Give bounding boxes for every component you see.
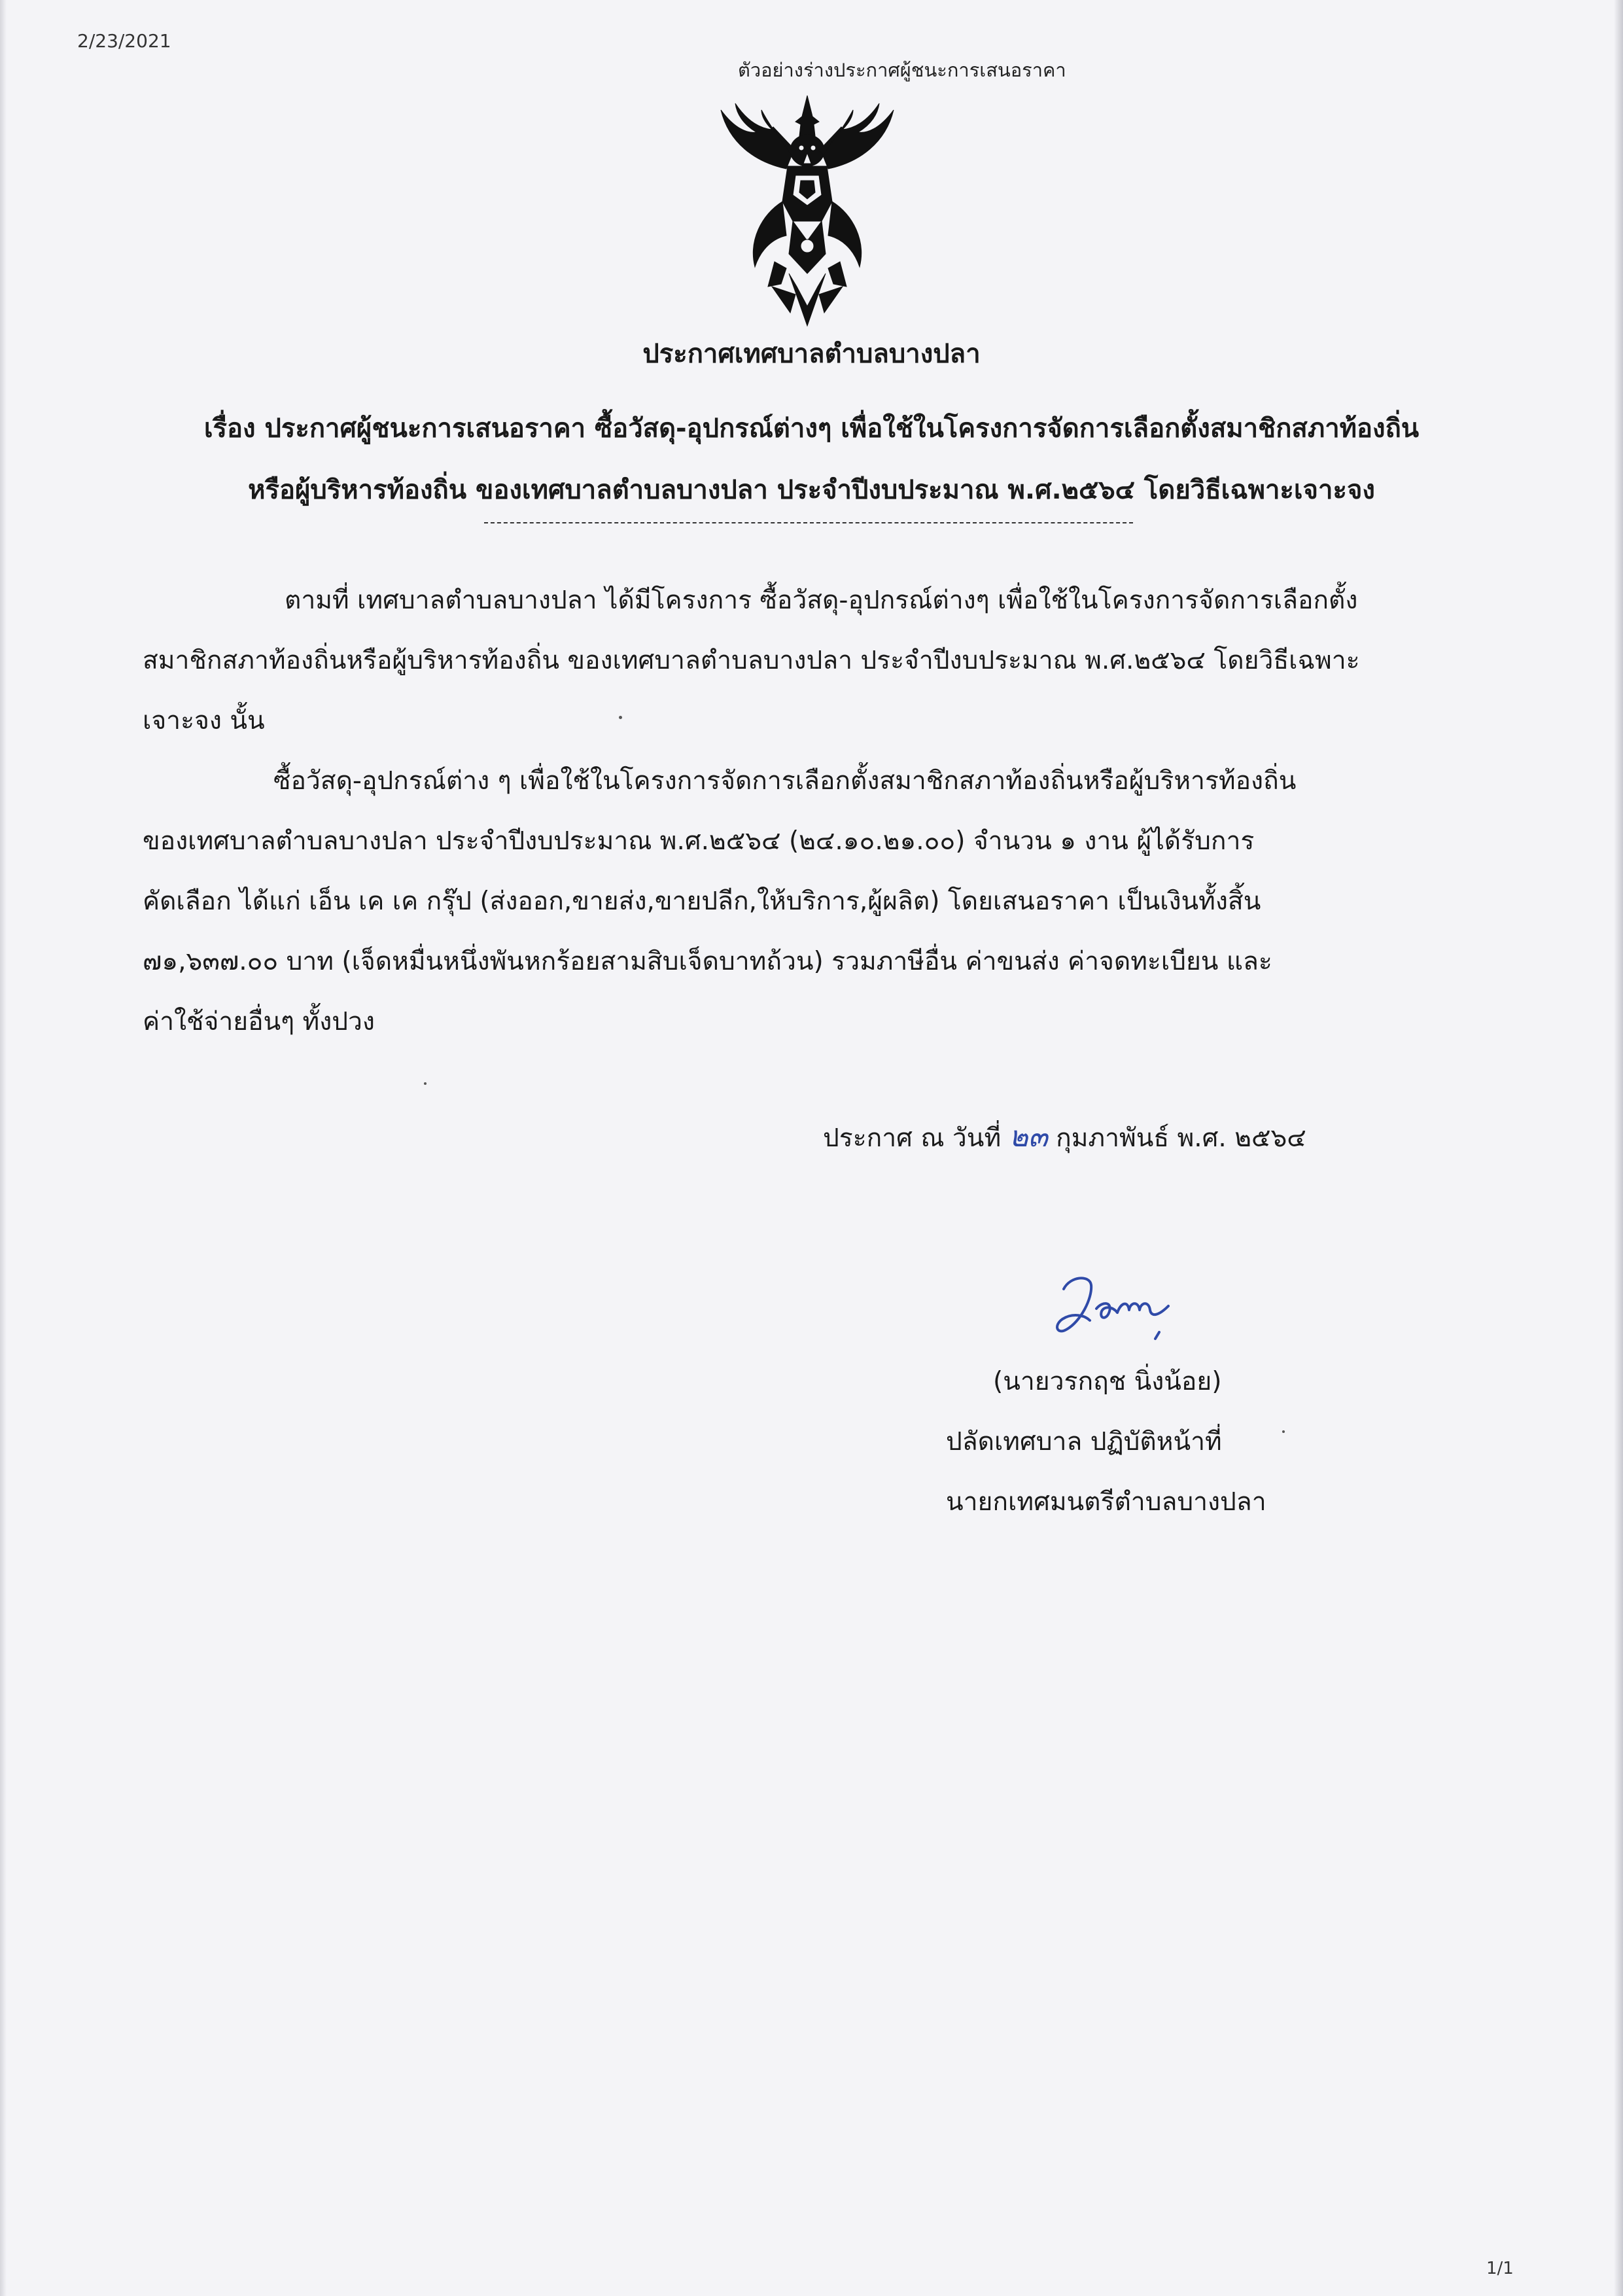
scan-speck [619, 716, 622, 719]
announcement-title: ประกาศเทศบาลตำบลบางปลา [642, 339, 981, 369]
paragraph2-line-3: คัดเลือก ได้แก่ เอ็น เค เค กรุ๊ป (ส่งออก,ขายส่ง,ขายปลีก,ให้บริการ,ผู้ผลิต) โดยเสนอราคา เป็นเงินทั้งสิ้น [143, 887, 1261, 916]
paragraph2-line-2: ของเทศบาลตำบลบางปลา ประจำปีงบประมาณ พ.ศ.๒๕๖๔ (๒๔.๑๐.๒๑.๐๐) จำนวน ๑ งาน ผู้ได้รับการ [143, 826, 1255, 856]
garuda-emblem-icon [709, 90, 905, 332]
scan-speck [424, 1082, 427, 1085]
dashed-divider [484, 522, 1133, 523]
paragraph2-line-5: ค่าใช้จ่ายอื่นๆ ทั้งปวง [143, 1007, 375, 1036]
paragraph2-line-1: ซื้อวัสดุ-อุปกรณ์ต่าง ๆ เพื่อใช้ในโครงการจัดการเลือกตั้งสมาชิกสภาท้องถิ่นหรือผู้บริหารท้องถิ่น [273, 766, 1297, 796]
signer-position-1: ปลัดเทศบาล ปฏิบัติหน้าที่ [946, 1427, 1222, 1457]
subject-line-1: เรื่อง ประกาศผู้ชนะการเสนอราคา ซื้อวัสดุ-อุปกรณ์ต่างๆ เพื่อใช้ในโครงการจัดการเลือกตั้งสมาชิกสภาท้องถิ่น [203, 414, 1420, 444]
scan-speck [1282, 1430, 1285, 1433]
paragraph1-line-3: เจาะจง นั้น [143, 706, 265, 735]
print-header: ตัวอย่างร่างประกาศผู้ชนะการเสนอราคา [738, 59, 1066, 81]
handwritten-day: ๒๓ [1009, 1120, 1048, 1154]
signer-position-2: นายกเทศมนตรีตำบลบางปลา [946, 1487, 1266, 1517]
subject-line-2: หรือผู้บริหารท้องถิ่น ของเทศบาลตำบลบางปลา ประจำปีงบประมาณ พ.ศ.๒๕๖๔ โดยวิธีเฉพาะเจาะจง [248, 475, 1375, 505]
handwritten-signature-icon [1044, 1269, 1208, 1354]
paragraph1-line-2: สมาชิกสภาท้องถิ่นหรือผู้บริหารท้องถิ่น ของเทศบาลตำบลบางปลา ประจำปีงบประมาณ พ.ศ.๒๕๖๔ โดยวิธีเฉพาะ [143, 646, 1360, 675]
page-number: 1/1 [1486, 2259, 1514, 2278]
announcement-date [823, 1107, 1306, 1169]
paragraph2-line-4: ๗๑,๖๓๗.๐๐ บาท (เจ็ดหมื่นหนึ่งพันหกร้อยสามสิบเจ็ดบาทถ้วน) รวมภาษีอื่น ค่าขนส่ง ค่าจดทะเบียน และ [143, 947, 1272, 976]
signer-name: (นายวรกฤช นิ่งน้อย) [993, 1367, 1222, 1396]
print-date: 2/23/2021 [77, 30, 171, 52]
announcement-date-suffix: กุมภาพันธ์ พ.ศ. ๒๕๖๔ [1056, 1123, 1306, 1153]
announcement-date-prefix: ประกาศ ณ วันที่ [823, 1123, 1002, 1153]
paragraph1-line-1: ตามที่ เทศบาลตำบลบางปลา ได้มีโครงการ ซื้อวัสดุ-อุปกรณ์ต่างๆ เพื่อใช้ในโครงการจัดการเลือกตั้ง [285, 586, 1358, 615]
